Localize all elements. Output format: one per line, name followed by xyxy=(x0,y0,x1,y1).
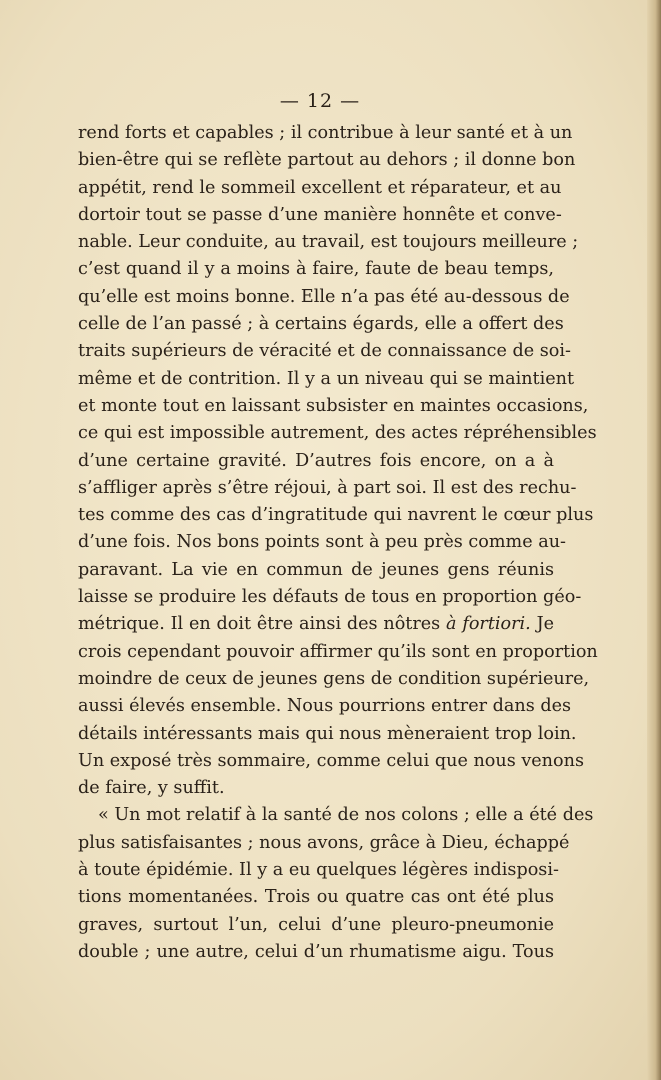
text-line-with-italic xyxy=(78,611,554,638)
text-line: graves, surtout l’un, celui d’une pleuro-pneumonie xyxy=(78,914,554,935)
text-line: détails intéressants mais qui nous mèneraient trop loin. xyxy=(78,723,577,744)
text-line: Un exposé très sommaire, comme celui que nous venons xyxy=(78,750,584,771)
page-edge xyxy=(647,0,661,1080)
text-line: tes comme des cas d’ingratitude qui navrent le cœur plus xyxy=(78,505,594,526)
text-line: et monte tout en laissant subsister en maintes occasions, xyxy=(78,395,589,416)
italic-phrase: à fortiori. xyxy=(446,614,531,635)
text-line: laisse se produire les défauts de tous en proportion géo- xyxy=(78,587,582,608)
text-line: qu’elle est moins bonne. Elle n’a pas été au-dessous de xyxy=(78,286,570,307)
text-line: tions momentanées. Trois ou quatre cas ont été plus xyxy=(78,887,554,908)
text-line: plus satisfaisantes ; nous avons, grâce à Dieu, échappé xyxy=(78,832,570,853)
text-line: ce qui est impossible autrement, des actes répréhensibles xyxy=(78,423,597,444)
body-text xyxy=(78,120,598,966)
text-line: bien-être qui se reflète partout au dehors ; il donne bon xyxy=(78,150,576,171)
text-line: traits supérieurs de véracité et de connaissance de soi- xyxy=(78,341,571,362)
text-line: celle de l’an passé ; à certains égards, elle a offert des xyxy=(78,314,564,335)
text-line: à toute épidémie. Il y a eu quelques légères indisposi- xyxy=(78,860,559,881)
text-line: c’est quand il y a moins à faire, faute de beau temps, xyxy=(78,259,554,280)
text-segment: métrique. Il en doit être ainsi des nôtres xyxy=(78,614,441,635)
page-number: — 12 — xyxy=(279,90,361,112)
text-line: d’une certaine gravité. D’autres fois encore, on a à xyxy=(78,450,554,471)
text-segment: Je xyxy=(536,614,555,635)
text-line: aussi élevés ensemble. Nous pourrions entrer dans des xyxy=(78,696,572,717)
text-line: double ; une autre, celui d’un rhumatisme aigu. Tous xyxy=(78,941,554,962)
text-line: d’une fois. Nos bons points sont à peu près comme au- xyxy=(78,532,566,553)
text-line: même et de contrition. Il y a un niveau qui se maintient xyxy=(78,368,575,389)
text-line: de faire, y suffit. xyxy=(78,778,225,799)
text-line: « Un mot relatif à la santé de nos colons ; elle a été des xyxy=(98,805,594,826)
text-line: rend forts et capables ; il contribue à leur santé et à un xyxy=(78,123,573,143)
text-line: crois cependant pouvoir affirmer qu’ils sont en proportion xyxy=(78,641,598,662)
text-line: dortoir tout se passe d’une manière honnête et conve- xyxy=(78,204,562,225)
text-line: moindre de ceux de jeunes gens de condition supérieure, xyxy=(78,668,590,689)
text-line: nable. Leur conduite, au travail, est toujours meilleure ; xyxy=(78,232,579,253)
text-line: paravant. La vie en commun de jeunes gens réunis xyxy=(78,559,554,580)
text-line: appétit, rend le sommeil excellent et réparateur, et au xyxy=(78,177,562,198)
text-line: s’affliger après s’être réjoui, à part soi. Il est des rechu- xyxy=(78,477,577,498)
